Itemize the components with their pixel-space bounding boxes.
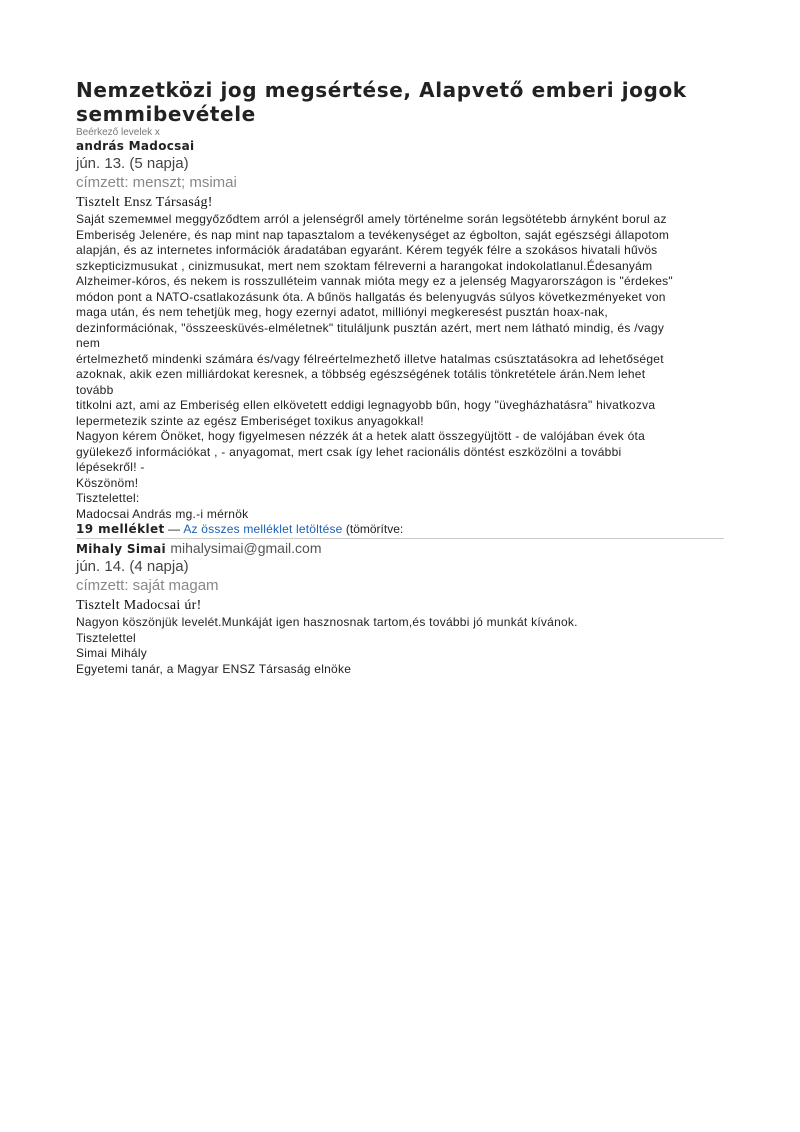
body-line: módon pont a NATO-csatlakozásunk óta. A bűnös hallgatás és belenyugvás súlyos következményeket von — [76, 289, 666, 304]
message-body — [76, 615, 724, 677]
body-line: Emberiség Jelenére, és nap mint nap tapasztalom a tevékenységet az égbolton, saját egészségi állapotom — [76, 227, 670, 242]
message-body — [76, 212, 724, 522]
attachment-separator: — — [164, 522, 184, 536]
sender-line — [76, 541, 724, 557]
greeting: Tisztelt Ensz Társaság! — [76, 195, 213, 210]
body-line: azoknak, akik ezen milliárdokat keresnek, a többség egészségének totális tönkretétele árán.Nem lehet — [76, 367, 646, 381]
email-thread — [76, 78, 724, 677]
sender-name[interactable]: Mihaly Simai — [76, 542, 166, 556]
body-line: Nagyon kérem Önöket, hogy figyelmesen nézzék át a hetek alatt összegyüjtött - de valójában évek óta — [76, 429, 646, 443]
body-line: lepermetezik szinte az egész Emberiséget toxikus anyagokkal! — [76, 413, 424, 428]
body-line: Alzheimer-kóros, és nekem is rosszulléteim vannak mióta megy ez a jelenség Magyarországon is "érdekes" — [76, 274, 673, 288]
body-line: Saját szemeммel meggyőződtem arról a jelenségről amely történelme során legsötétebb árnyként borul az — [76, 212, 667, 226]
sender-email[interactable]: mihalysimai@gmail.com — [170, 540, 322, 556]
body-line: Madocsai András mg.-i mérnök — [76, 506, 249, 521]
message-date: jún. 14. (4 napja) — [76, 558, 189, 575]
email-subject: Nemzetközi jog megsértése, Alapvető emberi jogok semmibevétele — [76, 78, 687, 126]
body-line: Tisztelettel — [76, 630, 136, 645]
inbox-label[interactable]: Beérkező levelek x — [76, 127, 160, 138]
body-line: Tisztelettel: — [76, 491, 140, 505]
body-line: lépésekről! - — [76, 460, 145, 474]
message-date: jún. 13. (5 napja) — [76, 155, 189, 172]
body-line: titkolni azt, ami az Emberiség ellen elkövetett eddigi legnagyobb bűn, hogy "üvegházhatásra" hivatkozva — [76, 398, 656, 412]
recipients[interactable]: címzett: menszt; msimai — [76, 174, 237, 191]
body-line: dezinformációnak, "összeesküvés-elméletnek" tituláljunk pusztán azért, mert nem látható mindig, és /vagy — [76, 320, 665, 335]
body-line: alapján, és az internetes információk áradatában egyaránt. Kérem tegyék félre a szokásos hivatali hűvös — [76, 243, 658, 257]
body-line: Köszönöm! — [76, 475, 139, 490]
message — [76, 139, 724, 537]
body-line: nem — [76, 336, 101, 350]
attachment-suffix: (tömörítve: — [342, 522, 404, 536]
attachment-count: 19 melléklet — [76, 522, 165, 536]
message-divider — [76, 538, 724, 539]
attachments-bar — [76, 522, 724, 537]
body-line: értelmezhető mindenki számára és/vagy félreértelmezhető illetve hatalmas csúsztatásokra ad lehetőséget — [76, 351, 664, 366]
body-line: Simai Mihály — [76, 646, 148, 660]
message — [76, 541, 724, 677]
body-line: gyülekező információkat , - anyagomat, mert csak így lehet racionális döntést eszközölni a további — [76, 444, 622, 459]
greeting: Tisztelt Madocsai úr! — [76, 598, 202, 613]
body-line: Egyetemi tanár, a Magyar ENSZ Társaság elnöke — [76, 661, 352, 676]
download-all-attachments-link[interactable]: Az összes melléklet letöltése — [183, 522, 343, 536]
body-line: maga után, és nem tehetjük meg, hogy ezernyi adatot, milliónyi megkeresést pusztán hoax-nak, — [76, 305, 608, 319]
recipients[interactable]: címzett: saját magam — [76, 577, 219, 594]
body-line: Nagyon köszönjük levelét.Munkáját igen hasznosnak tartom,és további jó munkát kívánok. — [76, 615, 578, 629]
body-line: szkepticizmusukat , cinizmusukat, mert nem szoktam félreverni a harangokat indokolatlanul.Édesanyám — [76, 258, 653, 273]
body-line: tovább — [76, 382, 114, 397]
sender-name[interactable]: andrás Madocsai — [76, 139, 195, 153]
